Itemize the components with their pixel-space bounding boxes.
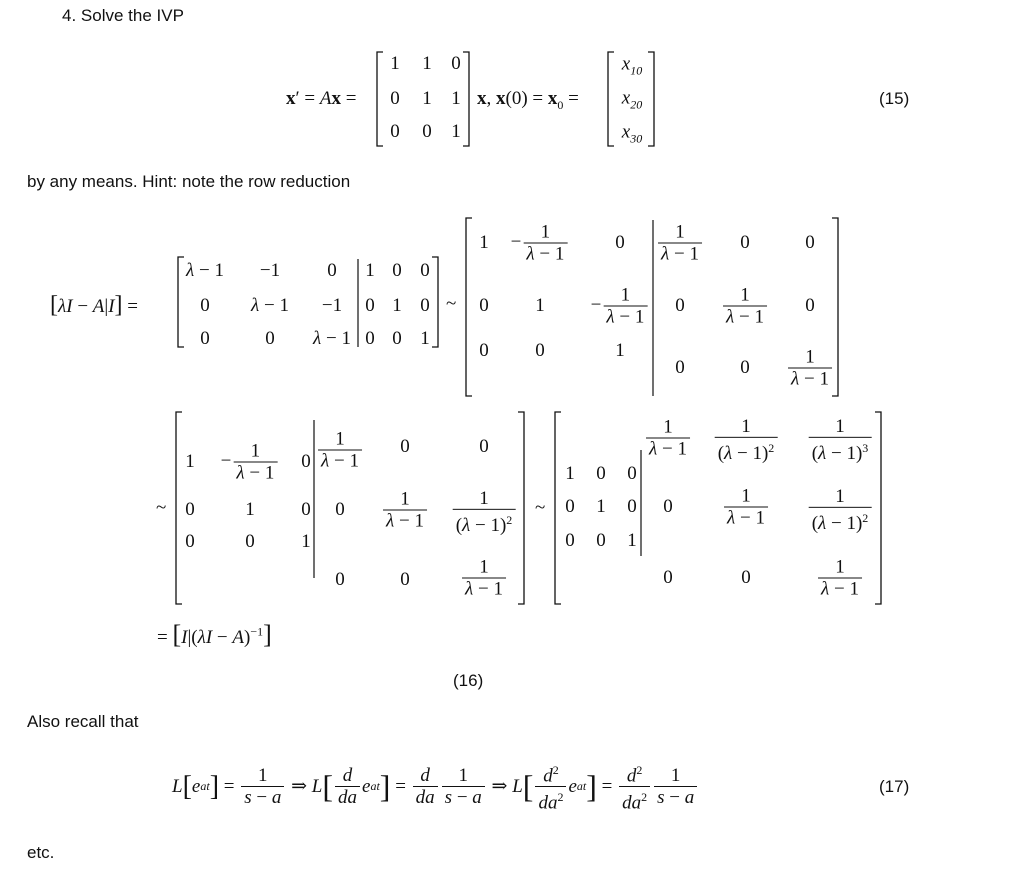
- matrix-cell: 0: [805, 232, 815, 253]
- matrix-cell: 0: [535, 340, 545, 361]
- matrix-cell: 0: [615, 232, 625, 253]
- matrix-cell: λ − 1: [251, 295, 289, 316]
- eq16-lhs: [λI − A|I] =: [50, 292, 138, 318]
- matrix-cell: 0: [301, 499, 311, 520]
- matrix-cell: $\frac{1}{\lambda - 1}$: [381, 489, 429, 532]
- matrix-cell: 0: [392, 260, 402, 281]
- matrix-cell: 0: [565, 530, 575, 551]
- eq17-number: (17): [879, 777, 910, 796]
- matrix-cell: 1: [422, 88, 432, 109]
- equation-17: L [ e at ] = $\frac{1}{s - a}$ ⇒ L [ $\frac{d}{da}$ e at ] = $\frac{d}{da}$ $\frac{1}{s - a}$ ⇒ L [ $\frac{d^2}{da^2}$ e at ] = $\frac{d^2}{da^2}$ $\frac{1}{s - a}$: [172, 760, 699, 814]
- matrix-cell: $\frac{1}{\lambda - 1}$: [786, 347, 834, 390]
- matrix-cell: 1: [451, 88, 461, 109]
- matrix-cell: 0: [565, 496, 575, 517]
- matrix-cell: − $\frac{1}{\lambda - 1}$: [591, 285, 650, 328]
- matrix-cell: 0: [479, 340, 489, 361]
- matrix-cell: 0: [675, 295, 685, 316]
- matrix-cell: 1: [565, 463, 575, 484]
- matrix-cell: − $\frac{1}{\lambda - 1}$: [511, 222, 570, 265]
- matrix-cell: $\frac{1}{\lambda - 1}$: [721, 285, 769, 328]
- matrix-cell: 0: [451, 53, 461, 74]
- matrix-cell: 0: [301, 451, 311, 472]
- matrix-cell: 0: [185, 499, 195, 520]
- matrix-cell: 1: [596, 496, 606, 517]
- matrix-cell: 0: [663, 567, 673, 588]
- eq15-initial-condition: x, $x(0) = x_0$ =: [477, 88, 579, 112]
- matrix-cell: 1: [420, 328, 430, 349]
- matrix-cell: 0: [390, 88, 400, 109]
- closing-text: etc.: [27, 843, 55, 862]
- matrix-cell: 0: [596, 463, 606, 484]
- matrix-cell: 0: [479, 436, 489, 457]
- matrix-cell: 0: [265, 328, 275, 349]
- problem-heading: 4. Solve the IVP: [62, 6, 184, 25]
- matrix-cell: 1: [451, 121, 461, 142]
- matrix-cell: $\frac{1}{\lambda - 1}$: [644, 417, 692, 460]
- matrix-cell: 0: [335, 499, 345, 520]
- matrix-cell: 1: [627, 530, 637, 551]
- matrix-cell: 1: [392, 295, 402, 316]
- matrix-cell: 0: [422, 121, 432, 142]
- matrix-cell: $\frac{1}{\lambda - 1}$: [316, 429, 364, 472]
- matrix-cell: 0: [400, 436, 410, 457]
- eq15-number: (15): [879, 89, 910, 108]
- matrix-cell: $\frac{1}{\lambda - 1}$: [722, 486, 770, 529]
- matrix-cell: 0: [627, 463, 637, 484]
- matrix-cell: $\frac{1}{\lambda - 1}$: [460, 557, 508, 600]
- matrix-cell: 0: [479, 295, 489, 316]
- matrix-cell: 0: [740, 232, 750, 253]
- matrix-cell: 0: [392, 328, 402, 349]
- matrix-cell: 0: [327, 260, 337, 281]
- matrix-cell: 0: [185, 531, 195, 552]
- eq16-number: (16): [453, 671, 484, 690]
- tilde-2: ~: [156, 497, 167, 518]
- matrix-cell: 0: [740, 357, 750, 378]
- matrix-cell: 0: [741, 567, 751, 588]
- recall-text: Also recall that: [27, 712, 139, 731]
- matrix-cell: −1: [259, 260, 281, 281]
- matrix-cell: 1: [245, 499, 255, 520]
- matrix-cell: 0: [675, 357, 685, 378]
- matrix-cell: 1: [535, 295, 545, 316]
- eq16-result: = $[I|(\lambda I - A)^{-1}]$: [157, 620, 272, 649]
- matrix-cell: 0: [200, 295, 210, 316]
- matrix-cell: 1: [185, 451, 195, 472]
- matrix-cell: 0: [400, 569, 410, 590]
- matrix-cell: 0: [420, 295, 430, 316]
- matrix-cell: 1: [301, 531, 311, 552]
- matrix-cell: $\frac{1}{(\lambda - 1)^3}$: [807, 416, 874, 464]
- matrix-cell: 1: [390, 53, 400, 74]
- matrix-cell: 0: [390, 121, 400, 142]
- matrix-cell: λ − 1: [186, 260, 224, 281]
- matrix-cell: $\frac{1}{(\lambda - 1)^2}$: [807, 486, 874, 534]
- matrix-cell: 0: [365, 295, 375, 316]
- hint-text: by any means. Hint: note the row reduction: [27, 172, 351, 191]
- vector-entry: $x_{20}$: [621, 87, 643, 112]
- matrix-cell: −1: [321, 295, 343, 316]
- matrix-cell: $\frac{1}{\lambda - 1}$: [816, 557, 864, 600]
- matrix-cell: − $\frac{1}{\lambda - 1}$: [221, 441, 280, 484]
- matrix-cell: 1: [479, 232, 489, 253]
- matrix-cell: 0: [365, 328, 375, 349]
- matrix-cell: 1: [422, 53, 432, 74]
- vector-entry: $x_{30}$: [621, 121, 643, 146]
- matrix-cell: $\frac{1}{(\lambda - 1)^2}$: [713, 416, 780, 464]
- matrix-cell: 1: [365, 260, 375, 281]
- eq15-lhs: x′ = Ax =: [286, 88, 357, 109]
- matrix-cell: 0: [200, 328, 210, 349]
- tilde-3: ~: [535, 497, 546, 518]
- matrix-cell: 0: [245, 531, 255, 552]
- matrix-cell: 0: [420, 260, 430, 281]
- vector-entry: $x_{10}$: [621, 53, 643, 78]
- matrix-cell: λ − 1: [313, 328, 351, 349]
- matrix-cell: 1: [615, 340, 625, 361]
- matrix-cell: 0: [663, 496, 673, 517]
- matrix-cell: 0: [805, 295, 815, 316]
- matrix-cell: $\frac{1}{(\lambda - 1)^2}$: [451, 488, 518, 536]
- matrix-cell: 0: [335, 569, 345, 590]
- matrix-cell: 0: [596, 530, 606, 551]
- matrix-cell: $\frac{1}{\lambda - 1}$: [656, 222, 704, 265]
- matrix-cell: 0: [627, 496, 637, 517]
- tilde-1: ~: [446, 293, 457, 314]
